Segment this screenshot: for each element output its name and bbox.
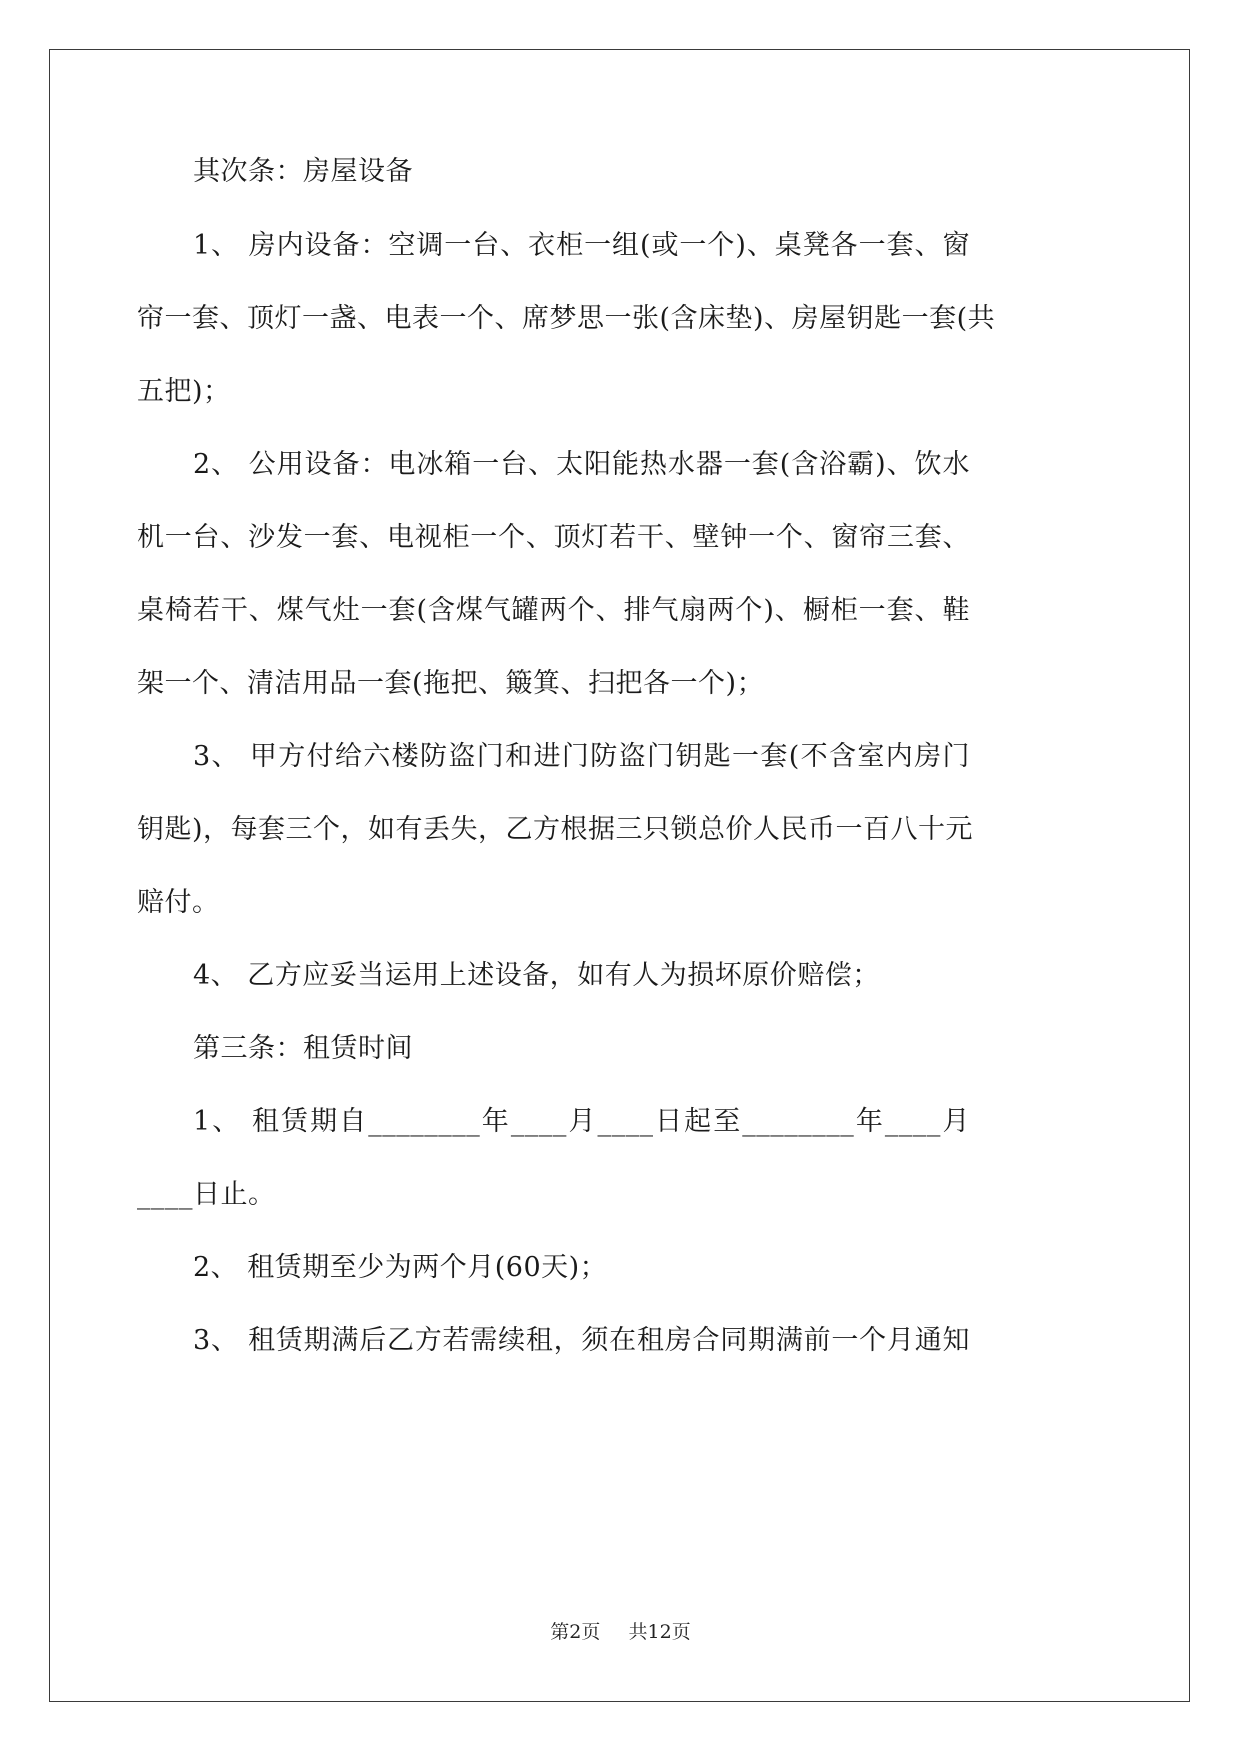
paragraph-line: 3、 租赁期满后乙方若需续租，须在租房合同期满前一个月通知 <box>193 1325 970 1356</box>
paragraph-line: 五把)； <box>137 376 231 407</box>
paragraph-line: 3、 甲方付给六楼防盗门和进门防盗门钥匙一套(不含室内房门 <box>193 741 970 772</box>
page-border <box>49 49 1190 1702</box>
paragraph-line: 桌椅若干、煤气灶一套(含煤气罐两个、排气扇两个)、橱柜一套、鞋 <box>137 595 970 626</box>
paragraph-line: 赔付。 <box>137 887 220 918</box>
paragraph-line: 1、 租赁期自________年____月____日起至________年____月 <box>193 1106 970 1137</box>
paragraph-line: 架一个、清洁用品一套(拖把、簸箕、扫把各一个)； <box>137 668 765 699</box>
paragraph-line: 2、 公用设备：电冰箱一台、太阳能热水器一套(含浴霸)、饮水 <box>193 449 970 480</box>
paragraph-line: 2、 租赁期至少为两个月(60天)； <box>193 1252 608 1283</box>
paragraph-line: ____日止。 <box>137 1179 276 1210</box>
page-footer <box>0 1620 1241 1644</box>
paragraph-line: 钥匙)，每套三个，如有丢失，乙方根据三只锁总价人民币一百八十元 <box>137 814 974 845</box>
paragraph-line: 帘一套、顶灯一盏、电表一个、席梦思一张(含床垫)、房屋钥匙一套(共 <box>137 303 996 334</box>
article-3-heading: 第三条：租赁时间 <box>193 1033 413 1064</box>
article-2-heading: 其次条：房屋设备 <box>193 156 413 187</box>
page-number: 第2页 <box>550 1621 601 1643</box>
paragraph-line: 1、 房内设备：空调一台、衣柜一组(或一个)、桌凳各一套、窗 <box>193 230 970 261</box>
total-pages: 共12页 <box>628 1621 691 1643</box>
paragraph-line: 机一台、沙发一套、电视柜一个、顶灯若干、壁钟一个、窗帘三套、 <box>137 522 970 553</box>
paragraph-line: 4、 乙方应妥当运用上述设备，如有人为损坏原价赔偿； <box>193 960 880 991</box>
